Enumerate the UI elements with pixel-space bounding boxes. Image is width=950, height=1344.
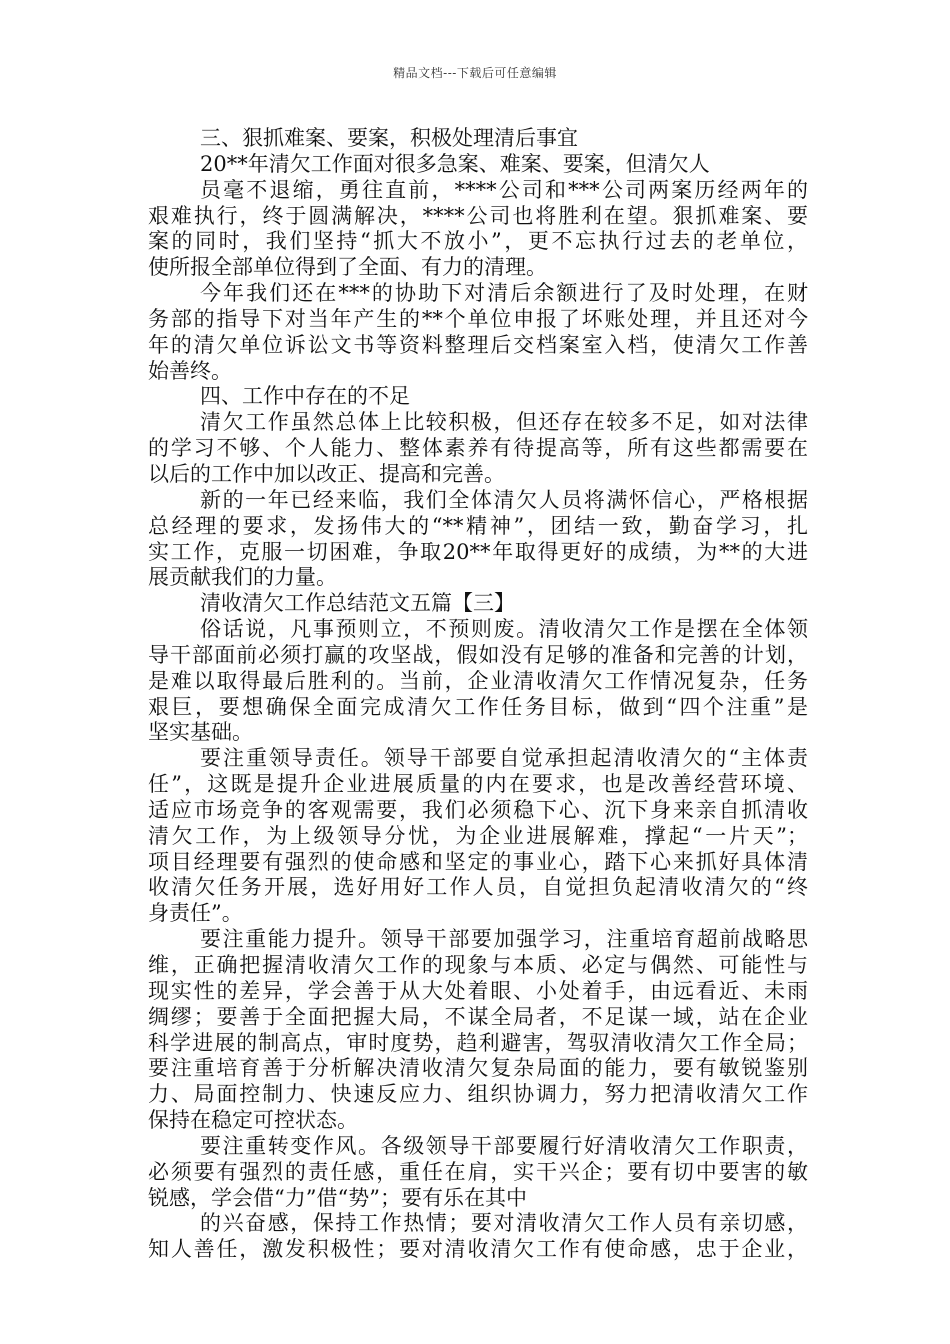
text-line: 科学进展的制高点，审时度势，趋利避害，驾驭清收清欠工作全局； — [148, 1030, 808, 1055]
text-line: 保持在稳定可控状态。 — [148, 1108, 358, 1133]
text-line: 锐感，学会借“力”借“势”；要有乐在其中 — [148, 1185, 527, 1210]
text-line: 力、局面控制力、快速反应力、组织协调力，努力把清收清欠工作 — [148, 1082, 808, 1107]
text-line: 收清欠任务开展，选好用好工作人员，自觉担负起清收清欠的“终 — [148, 875, 808, 900]
text-line: 身责任”。 — [148, 901, 243, 926]
text-line: 四、工作中存在的不足 — [200, 384, 410, 409]
text-line: 实工作，克服一切困难，争取20**年取得更好的成绩，为**的大进 — [148, 539, 808, 564]
text-line: 清欠工作虽然总体上比较积极，但还存在较多不足，如对法律 — [200, 410, 808, 435]
text-line: 俗话说，凡事预则立，不预则废。清收清欠工作是摆在全体领 — [200, 617, 808, 642]
text-line: 务部的指导下对当年产生的**个单位申报了坏账处理，并且还对今 — [148, 306, 808, 331]
text-line: 坚实基础。 — [148, 720, 253, 745]
text-line: 项目经理要有强烈的使命感和坚定的事业心，踏下心来抓好具体清 — [148, 849, 808, 874]
text-line: 要注重培育善于分析解决清收清欠复杂局面的能力，要有敏锐鉴别 — [148, 1056, 808, 1081]
text-line: 要注重领导责任。领导干部要自觉承担起清收清欠的“主体责 — [200, 746, 808, 771]
text-line: 始善终。 — [148, 358, 232, 383]
text-line: 展贡献我们的力量。 — [148, 565, 337, 590]
text-line: 知人善任，激发积极性；要对清收清欠工作有使命感，忠于企业， — [148, 1237, 808, 1262]
text-line: 要注重转变作风。各级领导干部要履行好清收清欠工作职责， — [200, 1133, 808, 1158]
text-line: 清欠工作，为上级领导分忧，为企业进展解难，撑起“一片天”； — [148, 823, 808, 848]
text-line: 使所报全部单位得到了全面、有力的清理。 — [148, 255, 547, 280]
text-line: 是难以取得最后胜利的。当前，企业清收清欠工作情况复杂，任务 — [148, 668, 808, 693]
page-header: 精品文档---下载后可任意编辑 — [393, 66, 557, 80]
text-line: 艰巨，要想确保全面完成清欠工作任务目标，做到“四个注重”是 — [148, 694, 808, 719]
text-line: 案的同时，我们坚持“抓大不放小”，更不忘执行过去的老单位， — [148, 229, 808, 254]
text-line: 任”，这既是提升企业进展质量的内在要求，也是改善经营环境、 — [148, 772, 808, 797]
text-line: 的兴奋感，保持工作热情；要对清收清欠工作人员有亲切感， — [200, 1211, 808, 1236]
text-line: 现实性的差异，学会善于从大处着眼、小处着手，由远看近、未雨 — [148, 978, 808, 1003]
text-line: 三、狠抓难案、要案，积极处理清后事宜 — [200, 126, 578, 150]
text-line: 适应市场竞争的客观需要，我们必须稳下心、沉下身来亲自抓清收 — [148, 797, 808, 822]
document-body — [148, 126, 808, 1263]
text-line: 绸缪；要善于全面把握大局，不谋全局者，不足谋一域，站在企业 — [148, 1004, 808, 1029]
text-line: 导干部面前必须打赢的攻坚战，假如没有足够的准备和完善的计划， — [148, 642, 808, 667]
text-line: 员毫不退缩，勇往直前，****公司和***公司两案历经两年的 — [200, 177, 808, 202]
text-line: 今年我们还在***的协助下对清后余额进行了及时处理，在财 — [200, 281, 808, 306]
text-line: 清收清欠工作总结范文五篇【三】 — [200, 591, 515, 616]
text-line: 的学习不够、个人能力、整体素养有待提高等，所有这些都需要在 — [148, 436, 808, 461]
text-line: 维，正确把握清收清欠工作的现象与本质、必定与偶然、可能性与 — [148, 953, 808, 977]
text-line: 以后的工作中加以改正、提高和完善。 — [148, 461, 505, 486]
text-line: 必须要有强烈的责任感，重任在肩，实干兴企；要有切中要害的敏 — [148, 1159, 808, 1184]
text-line: 要注重能力提升。领导干部要加强学习，注重培育超前战略思 — [200, 927, 808, 952]
text-line: 新的一年已经来临，我们全体清欠人员将满怀信心，严格根据 — [200, 487, 808, 512]
text-line: 年的清欠单位诉讼文书等资料整理后交档案室入档，使清欠工作善 — [148, 332, 808, 357]
text-line: 总经理的要求，发扬伟大的“**精神”，团结一致，勤奋学习，扎 — [148, 513, 808, 538]
text-line: 艰难执行，终于圆满解决，****公司也将胜利在望。狠抓难案、要 — [148, 203, 808, 228]
text-line: 20**年清欠工作面对很多急案、难案、要案，但清欠人 — [200, 151, 710, 176]
